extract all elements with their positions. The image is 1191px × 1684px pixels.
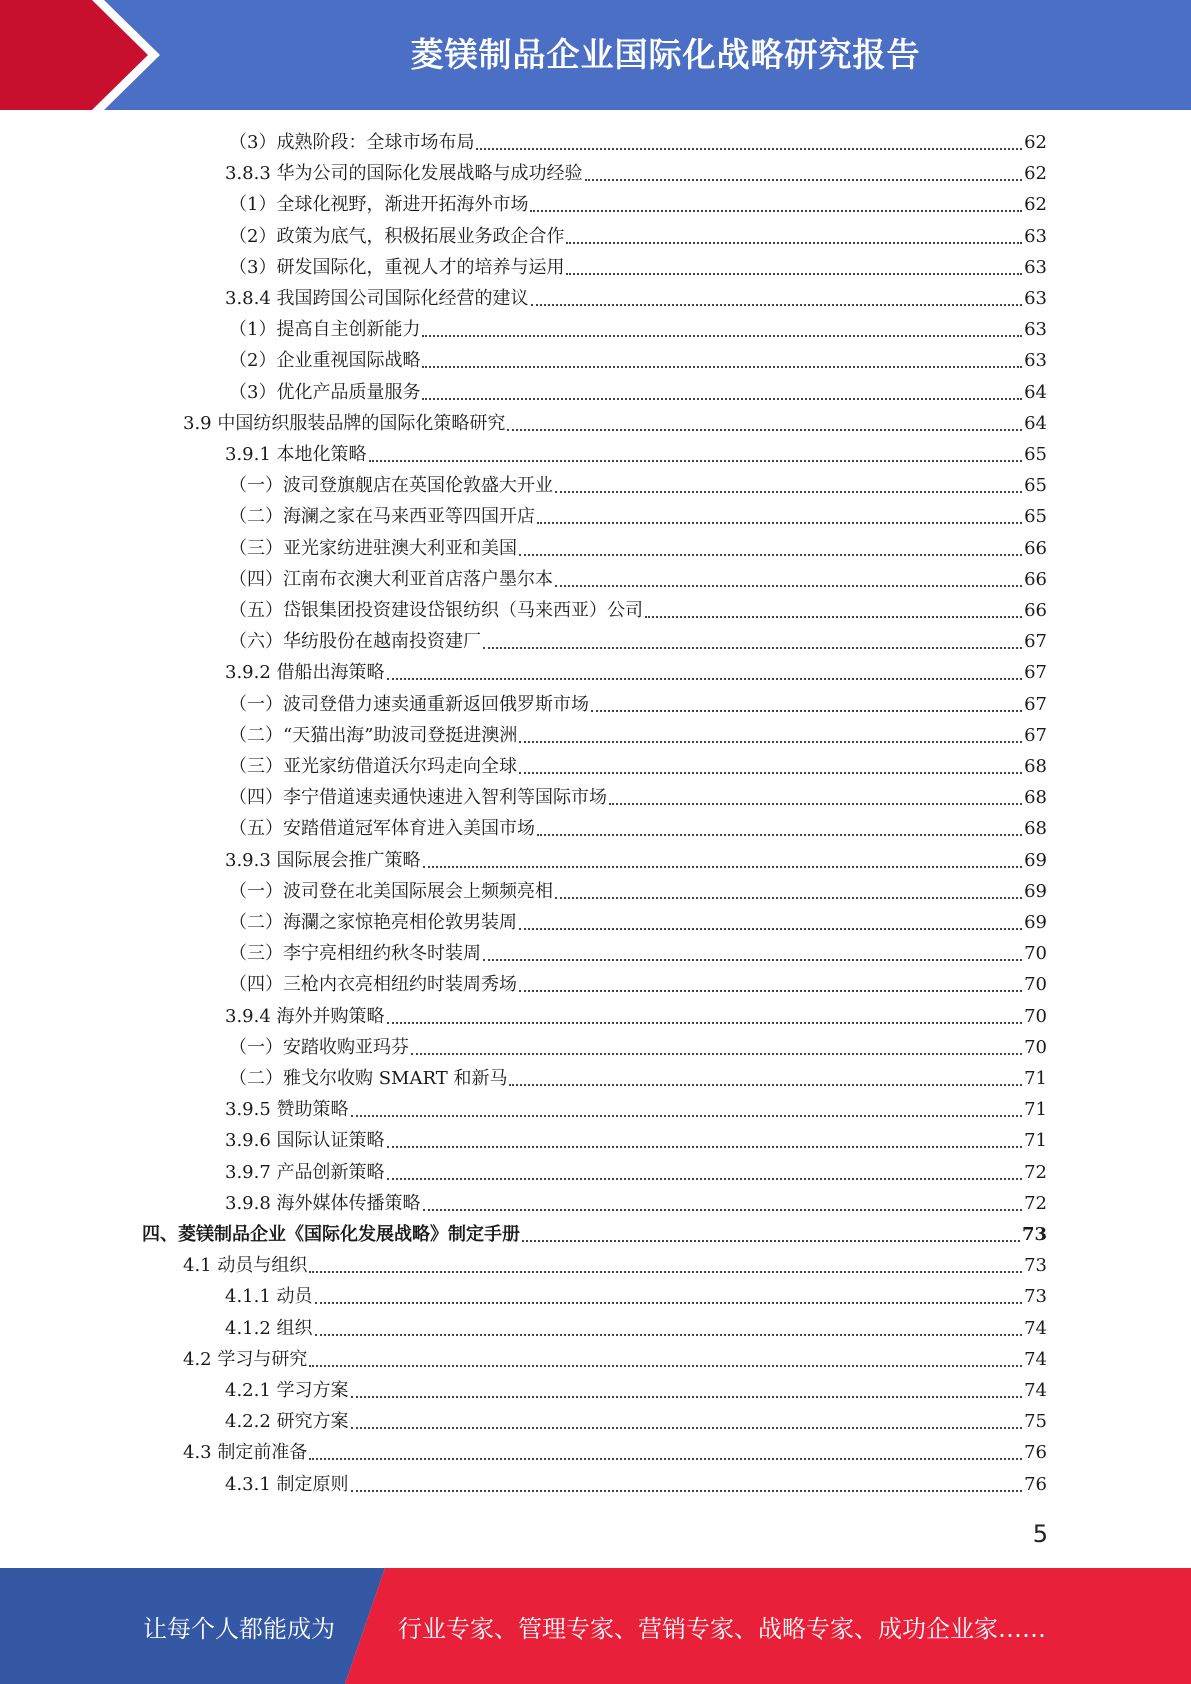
toc-entry-label: （四）江南布衣澳大利亚首店落户墨尔本 xyxy=(229,568,553,590)
toc-entry-label: 3.9.2 借船出海策略 xyxy=(225,662,385,684)
toc-dot-leader xyxy=(369,460,1023,462)
toc-entry-label: （二）海澜之家在马来西亚等四国开店 xyxy=(229,506,535,528)
toc-entry-label: （1）全球化视野，渐进开拓海外市场 xyxy=(229,194,529,216)
toc-dot-leader xyxy=(519,772,1022,774)
toc-dot-leader xyxy=(509,1084,1022,1086)
toc-dot-leader xyxy=(645,616,1022,618)
toc-entry-label: 3.9.3 国际展会推广策略 xyxy=(225,849,421,871)
toc-entry-label: （三）李宁亮相纽约秋冬时装周 xyxy=(229,943,481,965)
page-number: 5 xyxy=(1032,1520,1048,1548)
footer-slogan-left: 让每个人都能成为 xyxy=(143,1614,335,1643)
toc-dot-leader xyxy=(537,834,1022,836)
toc-entry-page: 63 xyxy=(1024,288,1047,309)
toc-entry-page: 70 xyxy=(1024,1005,1047,1027)
toc-entry[interactable] xyxy=(229,596,1047,622)
toc-entry-label: 4.2.2 研究方案 xyxy=(225,1411,349,1433)
toc-entry[interactable] xyxy=(142,1220,1047,1246)
page-title: 菱镁制品企业国际化战略研究报告 xyxy=(410,34,921,74)
toc-entry-label: （一）波司登旗舰店在英国伦敦盛大开业 xyxy=(229,475,553,497)
toc-entry-page: 62 xyxy=(1024,132,1047,153)
toc-entry[interactable] xyxy=(229,783,1047,809)
toc-entry[interactable] xyxy=(225,159,1047,185)
toc-entry-page: 71 xyxy=(1024,1068,1047,1089)
toc-dot-leader xyxy=(537,522,1022,524)
toc-entry-page: 62 xyxy=(1024,194,1047,216)
toc-entry[interactable] xyxy=(183,1438,1047,1464)
page-footer xyxy=(0,1568,1191,1684)
toc-dot-leader xyxy=(483,647,1022,649)
toc-entry-label: 3.8.4 我国跨国公司国际化经营的建议 xyxy=(225,288,529,309)
toc-entry[interactable] xyxy=(229,721,1047,747)
toc-entry-page: 75 xyxy=(1024,1411,1047,1433)
toc-entry-label: （二）海瀾之家惊艳亮相伦敦男装周 xyxy=(229,912,517,933)
toc-entry[interactable] xyxy=(229,346,1047,372)
toc-dot-leader xyxy=(555,585,1022,587)
toc-entry[interactable] xyxy=(229,939,1047,965)
toc-dot-leader xyxy=(423,866,1023,868)
toc-dot-leader xyxy=(309,1365,1022,1367)
toc-entry-label: 3.9.8 海外媒体传播策略 xyxy=(225,1192,421,1214)
toc-entry[interactable] xyxy=(229,222,1047,248)
toc-entry-label: 4.3 制定前准备 xyxy=(183,1442,308,1464)
toc-entry-page: 70 xyxy=(1024,1036,1047,1058)
toc-entry[interactable] xyxy=(229,752,1047,778)
toc-dot-leader xyxy=(315,1334,1023,1336)
toc-dot-leader xyxy=(555,897,1022,899)
toc-dot-leader xyxy=(387,678,1023,680)
toc-dot-leader xyxy=(423,1209,1023,1211)
toc-entry-label: 4.2.1 学习方案 xyxy=(225,1380,349,1401)
toc-entry-label: （2）政策为底气，积极拓展业务政企合作 xyxy=(229,225,565,247)
toc-entry-page: 76 xyxy=(1024,1442,1047,1464)
toc-entry[interactable] xyxy=(225,440,1047,466)
toc-entry[interactable] xyxy=(225,846,1047,872)
toc-entry[interactable] xyxy=(225,284,1047,310)
toc-entry[interactable] xyxy=(229,690,1047,716)
toc-entry-label: 4.3.1 制定原则 xyxy=(225,1473,349,1495)
toc-dot-leader xyxy=(387,1146,1023,1148)
toc-dot-leader xyxy=(507,429,1022,431)
toc-entry[interactable] xyxy=(225,1126,1047,1152)
toc-dot-leader xyxy=(315,1302,1023,1304)
toc-entry-label: （四）三枪内衣亮相纽约时装周秀场 xyxy=(229,974,517,996)
toc-entry-label: 四、菱镁制品企业《国际化发展战略》制定手册 xyxy=(142,1224,520,1245)
toc-entry-label: （五）安踏借道冠军体育进入美国市场 xyxy=(229,818,535,840)
toc-entry-page: 66 xyxy=(1024,537,1047,559)
toc-dot-leader xyxy=(566,242,1022,244)
toc-entry[interactable] xyxy=(225,1470,1047,1496)
toc-dot-leader xyxy=(422,366,1022,368)
toc-entry-page: 65 xyxy=(1024,506,1047,528)
toc-entry-page: 67 xyxy=(1024,662,1047,684)
toc-entry[interactable] xyxy=(229,1033,1047,1059)
toc-entry-label: 3.9.1 本地化策略 xyxy=(225,444,367,465)
toc-entry-page: 67 xyxy=(1024,693,1047,715)
toc-entry-page: 66 xyxy=(1024,568,1047,590)
toc-entry[interactable] xyxy=(229,315,1047,341)
toc-entry-label: 3.9.7 产品创新策略 xyxy=(225,1161,385,1183)
toc-entry-label: （六）华纺股份在越南投资建厂 xyxy=(229,631,481,653)
toc-entry-page: 64 xyxy=(1024,381,1047,403)
toc-dot-leader xyxy=(387,1178,1023,1180)
toc-entry-page: 69 xyxy=(1024,849,1047,871)
toc-entry-page: 66 xyxy=(1024,600,1047,621)
toc-entry-page: 73 xyxy=(1024,1286,1047,1308)
toc-entry-page: 74 xyxy=(1024,1317,1047,1339)
toc-entry[interactable] xyxy=(229,534,1047,560)
toc-entry-label: （2）企业重视国际战略 xyxy=(229,350,421,372)
toc-entry-label: 4.2 学习与研究 xyxy=(183,1348,308,1370)
toc-entry-page: 68 xyxy=(1024,756,1047,777)
toc-entry-label: （一）波司登借力速卖通重新返回俄罗斯市场 xyxy=(229,693,589,715)
toc-entry[interactable] xyxy=(229,565,1047,591)
toc-entry-page: 73 xyxy=(1024,1255,1047,1277)
toc-entry[interactable] xyxy=(229,1064,1047,1090)
toc-entry-label: （一）安踏收购亚玛芬 xyxy=(229,1036,409,1058)
toc-entry[interactable] xyxy=(229,814,1047,840)
toc-dot-leader xyxy=(530,210,1022,212)
toc-entry-label: （五）岱银集团投资建设岱银纺织（马来西亚）公司 xyxy=(229,600,643,621)
toc-entry[interactable] xyxy=(229,190,1047,216)
toc-entry[interactable] xyxy=(225,1282,1047,1308)
toc-entry-page: 74 xyxy=(1024,1380,1047,1401)
toc-entry[interactable] xyxy=(229,471,1047,497)
toc-entry-label: 4.1 动员与组织 xyxy=(183,1255,308,1277)
toc-entry-page: 62 xyxy=(1024,163,1047,185)
toc-entry-page: 68 xyxy=(1024,818,1047,840)
toc-entry-page: 67 xyxy=(1024,724,1047,746)
toc-entry-label: 4.1.1 动员 xyxy=(225,1286,313,1308)
toc-entry-label: 3.9.6 国际认证策略 xyxy=(225,1130,385,1152)
toc-entry[interactable] xyxy=(229,502,1047,528)
toc-entry-page: 69 xyxy=(1024,880,1047,902)
toc-dot-leader xyxy=(519,554,1022,556)
toc-entry[interactable] xyxy=(229,378,1047,404)
toc-dot-leader xyxy=(476,148,1022,150)
toc-entry-page: 63 xyxy=(1024,225,1047,247)
toc-entry-label: 3.9 中国纺织服装品牌的国际化策略研究 xyxy=(183,412,506,434)
toc-entry-page: 69 xyxy=(1024,912,1047,933)
toc-dot-leader xyxy=(522,1240,1020,1242)
toc-entry-page: 72 xyxy=(1024,1192,1047,1214)
toc-entry[interactable] xyxy=(225,1314,1047,1340)
toc-entry[interactable] xyxy=(229,970,1047,996)
toc-dot-leader xyxy=(566,273,1022,275)
toc-entry-page: 63 xyxy=(1024,256,1047,278)
toc-entry-label: （3）优化产品质量服务 xyxy=(229,381,421,403)
toc-entry-label: 4.1.2 组织 xyxy=(225,1317,313,1339)
toc-dot-leader xyxy=(555,491,1022,493)
toc-entry-page: 70 xyxy=(1024,943,1047,965)
toc-entry-page: 70 xyxy=(1024,974,1047,996)
toc-entry-page: 74 xyxy=(1024,1348,1047,1370)
toc-dot-leader xyxy=(519,928,1022,930)
toc-entry-label: （3）成熟阶段：全球市场布局 xyxy=(229,132,475,153)
toc-dot-leader xyxy=(483,959,1022,961)
toc-entry[interactable] xyxy=(183,1251,1047,1277)
toc-dot-leader xyxy=(531,304,1023,306)
toc-dot-leader xyxy=(387,1022,1023,1024)
toc-dot-leader xyxy=(519,741,1022,743)
toc-dot-leader xyxy=(411,1053,1022,1055)
toc-dot-leader xyxy=(309,1271,1022,1273)
toc-entry-page: 63 xyxy=(1024,319,1047,341)
toc-dot-leader xyxy=(609,803,1022,805)
toc-dot-leader xyxy=(351,1427,1023,1429)
toc-entry[interactable] xyxy=(183,409,1047,435)
page-header xyxy=(0,0,1191,110)
toc-dot-leader xyxy=(309,1458,1022,1460)
toc-entry-label: （三）亚光家纺借道沃尔玛走向全球 xyxy=(229,756,517,777)
toc-entry[interactable] xyxy=(225,1407,1047,1433)
toc-entry-page: 64 xyxy=(1024,412,1047,434)
toc-entry-label: （1）提高自主创新能力 xyxy=(229,319,421,341)
toc-entry-page: 76 xyxy=(1024,1473,1047,1495)
toc-dot-leader xyxy=(351,1490,1023,1492)
toc-entry[interactable] xyxy=(225,1002,1047,1028)
toc-entry-label: 3.9.5 赞助策略 xyxy=(225,1099,349,1121)
toc-entry[interactable] xyxy=(225,1158,1047,1184)
toc-dot-leader xyxy=(422,335,1022,337)
toc-entry-page: 68 xyxy=(1024,787,1047,809)
toc-entry[interactable] xyxy=(225,1376,1047,1402)
toc-entry-label: （二）“天猫出海”助波司登挺进澳洲 xyxy=(229,724,518,746)
footer-slogan-right: 行业专家、管理专家、营销专家、战略专家、成功企业家…… xyxy=(398,1614,1046,1643)
toc-entry-label: （3）研发国际化，重视人才的培养与运用 xyxy=(229,256,565,278)
toc-dot-leader xyxy=(519,990,1022,992)
toc-entry-page: 67 xyxy=(1024,631,1047,653)
toc-entry-page: 71 xyxy=(1024,1130,1047,1152)
toc-entry[interactable] xyxy=(183,1345,1047,1371)
toc-dot-leader xyxy=(351,1396,1023,1398)
toc-entry[interactable] xyxy=(225,658,1047,684)
toc-entry-label: 3.8.3 华为公司的国际化发展战略与成功经验 xyxy=(225,163,583,185)
toc-entry[interactable] xyxy=(229,253,1047,279)
toc-entry-page: 65 xyxy=(1024,444,1047,465)
toc-entry-page: 73 xyxy=(1021,1224,1047,1245)
toc-entry[interactable] xyxy=(229,877,1047,903)
toc-entry-label: （四）李宁借道速卖通快速进入智利等国际市场 xyxy=(229,787,607,809)
toc-dot-leader xyxy=(351,1115,1023,1117)
toc-entry-label: （三）亚光家纺进驻澳大利亚和美国 xyxy=(229,537,517,559)
toc-dot-leader xyxy=(422,398,1022,400)
toc-dot-leader xyxy=(585,179,1023,181)
toc-entry[interactable] xyxy=(225,1095,1047,1121)
toc-entry-page: 65 xyxy=(1024,475,1047,497)
toc-entry-page: 72 xyxy=(1024,1161,1047,1183)
toc-entry[interactable] xyxy=(229,908,1047,934)
toc-entry[interactable] xyxy=(229,627,1047,653)
toc-entry-page: 71 xyxy=(1024,1099,1047,1121)
toc-entry-label: （二）雅戈尔收购 SMART 和新马 xyxy=(229,1068,508,1089)
toc-dot-leader xyxy=(591,710,1022,712)
toc-entry-label: （一）波司登在北美国际展会上频频亮相 xyxy=(229,880,553,902)
toc-entry-label: 3.9.4 海外并购策略 xyxy=(225,1005,385,1027)
toc-entry[interactable] xyxy=(229,128,1047,154)
toc-entry-page: 63 xyxy=(1024,350,1047,372)
toc-entry[interactable] xyxy=(225,1189,1047,1215)
